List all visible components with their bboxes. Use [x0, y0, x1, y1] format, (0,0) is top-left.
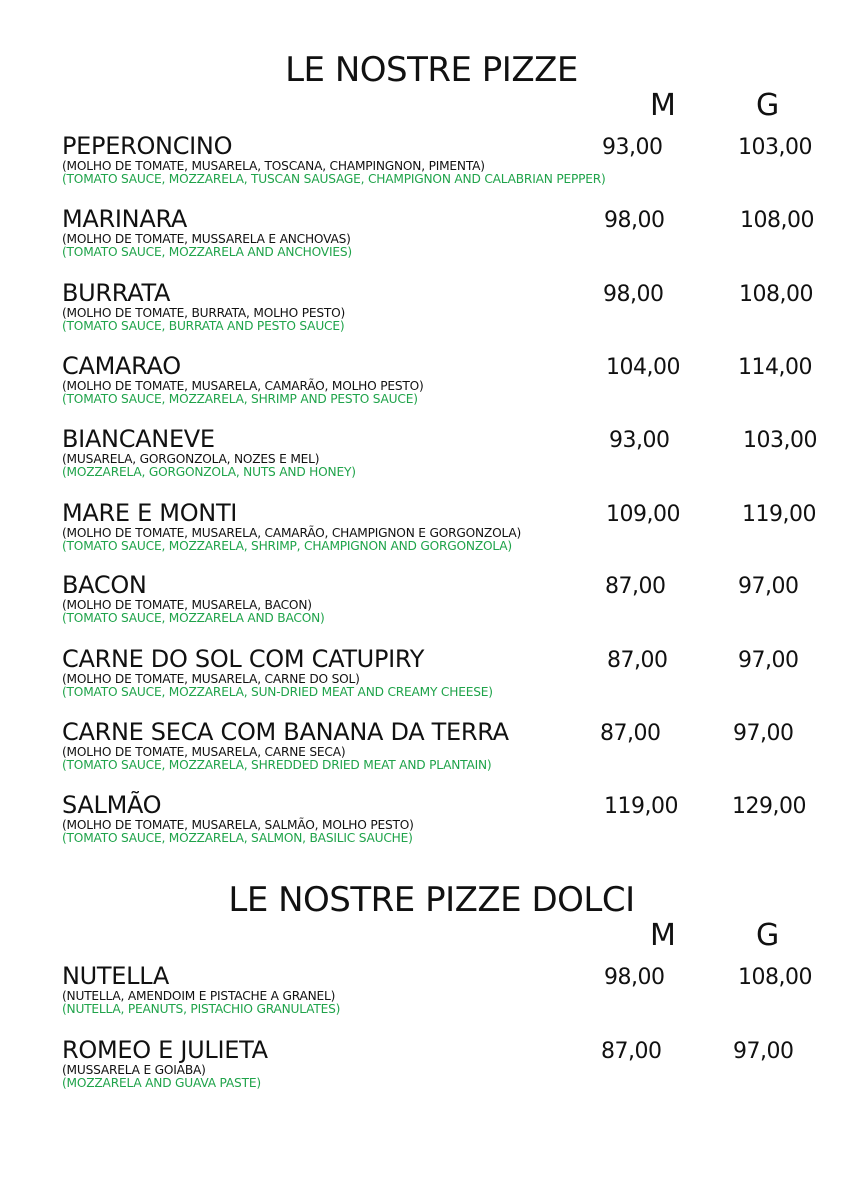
item-description-pt: (MOLHO DE TOMATE, MUSARELA, CAMARÃO, CHAMPIGNON E GORGONZOLA) — [62, 526, 522, 540]
item-description-en: (TOMATO SAUCE, MOZZARELA, SUN-DRIED MEAT AND CREAMY CHEESE) — [62, 685, 493, 699]
item-description-en: (TOMATO SAUCE, MOZZARELA, SHREDDED DRIED MEAT AND PLANTAIN) — [62, 758, 492, 772]
price-medium: 93,00 — [602, 135, 663, 160]
item-description-pt: (MOLHO DE TOMATE, MUSARELA, SALMÃO, MOLHO PESTO) — [62, 818, 414, 832]
price-medium: 93,00 — [609, 428, 670, 453]
menu-item — [62, 963, 842, 1033]
item-name: BURRATA — [62, 279, 171, 307]
item-name: CAMARAO — [62, 352, 181, 380]
item-name: ROMEO E JULIETA — [62, 1036, 268, 1064]
item-name: MARINARA — [62, 205, 187, 233]
price-large: 119,00 — [742, 502, 816, 527]
price-medium: 98,00 — [604, 965, 665, 990]
size-header-g: G — [756, 88, 780, 123]
item-name: MARE E MONTI — [62, 499, 238, 527]
price-large: 97,00 — [733, 721, 794, 746]
price-large: 114,00 — [738, 355, 812, 380]
price-large: 108,00 — [740, 208, 814, 233]
item-name: NUTELLA — [62, 962, 169, 990]
item-name: SALMÃO — [62, 791, 162, 819]
item-description-en: (TOMATO SAUCE, MOZZARELA, TUSCAN SAUSAGE, CHAMPIGNON AND CALABRIAN PEPPER) — [62, 172, 606, 186]
price-large: 103,00 — [738, 135, 812, 160]
item-description-pt: (MOLHO DE TOMATE, BURRATA, MOLHO PESTO) — [62, 306, 346, 320]
price-medium: 109,00 — [606, 502, 680, 527]
item-name: PEPERONCINO — [62, 132, 233, 160]
price-medium: 98,00 — [604, 208, 665, 233]
item-description-pt: (MOLHO DE TOMATE, MUSARELA, TOSCANA, CHAMPINGNON, PIMENTA) — [62, 159, 485, 173]
item-description-en: (TOMATO SAUCE, MOZZARELA, SALMON, BASILIC SAUCHE) — [62, 831, 413, 845]
price-medium: 104,00 — [606, 355, 680, 380]
item-description-pt: (MOLHO DE TOMATE, MUSSARELA E ANCHOVAS) — [62, 232, 351, 246]
menu-item — [62, 133, 842, 203]
price-medium: 98,00 — [603, 282, 664, 307]
menu-item — [62, 500, 842, 570]
price-large: 108,00 — [739, 282, 813, 307]
item-description-en: (TOMATO SAUCE, MOZZARELA AND BACON) — [62, 611, 325, 625]
size-header-m: M — [650, 918, 676, 953]
section-title-pizze: LE NOSTRE PIZZE — [285, 50, 578, 90]
price-large: 97,00 — [738, 574, 799, 599]
size-header-m: M — [650, 88, 676, 123]
menu-item — [62, 1037, 842, 1107]
menu-item — [62, 572, 842, 642]
section-title-pizze-dolci: LE NOSTRE PIZZE DOLCI — [228, 880, 635, 920]
menu-item — [62, 792, 842, 862]
item-description-en: (MOZZARELA AND GUAVA PASTE) — [62, 1076, 261, 1090]
menu-item — [62, 353, 842, 423]
item-name: BIANCANEVE — [62, 425, 215, 453]
item-description-pt: (MOLHO DE TOMATE, MUSARELA, CARNE SECA) — [62, 745, 346, 759]
item-description-en: (TOMATO SAUCE, BURRATA AND PESTO SAUCE) — [62, 319, 345, 333]
item-name: CARNE SECA COM BANANA DA TERRA — [62, 718, 509, 746]
price-large: 129,00 — [732, 794, 806, 819]
item-name: BACON — [62, 571, 147, 599]
menu-item — [62, 280, 842, 350]
item-description-pt: (MOLHO DE TOMATE, MUSARELA, CAMARÃO, MOLHO PESTO) — [62, 379, 424, 393]
price-large: 97,00 — [733, 1039, 794, 1064]
item-description-en: (MOZZARELA, GORGONZOLA, NUTS AND HONEY) — [62, 465, 356, 479]
price-medium: 119,00 — [604, 794, 678, 819]
item-description-pt: (NUTELLA, AMENDOIM E PISTACHE A GRANEL) — [62, 989, 336, 1003]
price-medium: 87,00 — [607, 648, 668, 673]
item-description-en: (TOMATO SAUCE, MOZZARELA, SHRIMP AND PESTO SAUCE) — [62, 392, 418, 406]
item-description-pt: (MUSARELA, GORGONZOLA, NOZES E MEL) — [62, 452, 320, 466]
menu-item — [62, 646, 842, 716]
price-medium: 87,00 — [600, 721, 661, 746]
price-medium: 87,00 — [601, 1039, 662, 1064]
item-description-en: (TOMATO SAUCE, MOZZARELA, SHRIMP, CHAMPIGNON AND GORGONZOLA) — [62, 539, 512, 553]
item-description-pt: (MUSSARELA E GOIABA) — [62, 1063, 206, 1077]
price-large: 108,00 — [738, 965, 812, 990]
menu-item — [62, 426, 842, 496]
item-description-pt: (MOLHO DE TOMATE, MUSARELA, BACON) — [62, 598, 312, 612]
item-name: CARNE DO SOL COM CATUPIRY — [62, 645, 425, 673]
price-medium: 87,00 — [605, 574, 666, 599]
price-large: 97,00 — [738, 648, 799, 673]
menu-item — [62, 206, 842, 276]
size-header-g: G — [756, 918, 780, 953]
item-description-pt: (MOLHO DE TOMATE, MUSARELA, CARNE DO SOL) — [62, 672, 360, 686]
item-description-en: (TOMATO SAUCE, MOZZARELA AND ANCHOVIES) — [62, 245, 352, 259]
item-description-en: (NUTELLA, PEANUTS, PISTACHIO GRANULATES) — [62, 1002, 341, 1016]
menu-item — [62, 719, 842, 789]
price-large: 103,00 — [743, 428, 817, 453]
